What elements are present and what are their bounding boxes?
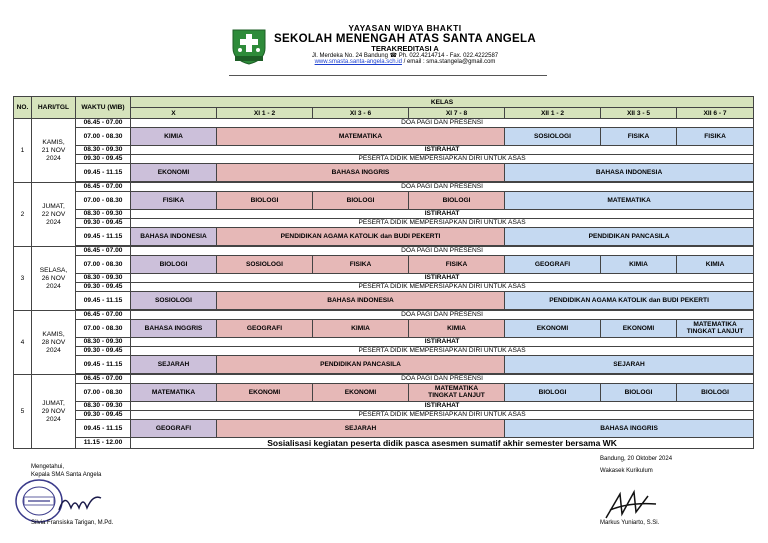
- time-cell: 07.00 - 08.30: [76, 128, 131, 146]
- day-number: 4: [14, 311, 32, 375]
- signature-right: [600, 455, 740, 476]
- day-name: SELASA,: [39, 266, 68, 274]
- subject-cell: PENDIDIKAN PANCASILA: [505, 228, 754, 246]
- sig-left-line1: Mengetahui,: [31, 464, 65, 470]
- subject-cell: KIMIA: [409, 320, 505, 338]
- subject-cell: KIMIA: [131, 128, 217, 146]
- subject-cell: BIOLOGI: [505, 384, 601, 402]
- day-year: 2024: [46, 154, 61, 162]
- subject-cell: EKONOMI: [601, 320, 677, 338]
- email-text: / email : sma.stangela@gmail.com: [403, 59, 496, 66]
- subject-cell: EKONOMI: [217, 384, 313, 402]
- class-header: X: [131, 108, 217, 119]
- table-row: [14, 210, 754, 219]
- subject-cell: SEJARAH: [131, 356, 217, 374]
- table-row: [14, 228, 754, 246]
- time-cell: 06.45 - 07.00: [76, 119, 131, 128]
- subject-cell: KIMIA: [677, 256, 754, 274]
- accreditation: TERAKREDITASI A: [371, 43, 439, 53]
- subject-cell: SEJARAH: [217, 420, 505, 438]
- signature-left-icon: [55, 490, 105, 516]
- subject-cell: KIMIA: [313, 320, 409, 338]
- time-cell: 08.30 - 09.30: [76, 146, 131, 155]
- foundation-name: YAYASAN WIDYA BHAKTI: [348, 23, 462, 33]
- sig-left-name: Silvia Fransiska Tarigan, M.Pd.: [31, 520, 114, 526]
- subject-cell: SEJARAH: [505, 356, 754, 374]
- time-cell: 09.30 - 09.45: [76, 219, 131, 228]
- time-cell: 09.45 - 11.15: [76, 292, 131, 310]
- contact-line: [270, 59, 540, 65]
- header-time: WAKTU (WIB): [76, 97, 131, 119]
- break-cell: ISTIRAHAT: [131, 338, 754, 347]
- time-cell: 08.30 - 09.30: [76, 338, 131, 347]
- table-row: [14, 438, 754, 449]
- subject-line: MATEMATIKA: [434, 384, 479, 392]
- table-row: [14, 283, 754, 292]
- doa-cell: DOA PAGI DAN PRESENSI: [131, 247, 754, 256]
- table-row: [14, 192, 754, 210]
- subject-cell: BIOLOGI: [313, 192, 409, 210]
- subject-cell: BAHASA INDONESIA: [217, 292, 505, 310]
- break-cell: ISTIRAHAT: [131, 402, 754, 411]
- day-date-text: 28 NOV: [41, 338, 66, 346]
- time-cell: 08.30 - 09.30: [76, 402, 131, 411]
- time-cell: 08.30 - 09.30: [76, 210, 131, 219]
- subject-cell: BAHASA INDONESIA: [505, 164, 754, 182]
- day-number: 2: [14, 183, 32, 247]
- table-row: [14, 155, 754, 164]
- day-date-text: 21 NOV: [41, 146, 66, 154]
- time-cell: 09.45 - 11.15: [76, 420, 131, 438]
- subject-cell: BIOLOGI: [601, 384, 677, 402]
- day-date: [32, 183, 76, 247]
- prep-cell: PESERTA DIDIK MEMPERSIAPKAN DIRI UNTUK ASAS: [131, 347, 754, 356]
- class-header: XII 1 - 2: [505, 108, 601, 119]
- table-row: [14, 320, 754, 338]
- subject-cell: EKONOMI: [505, 320, 601, 338]
- day-name: KAMIS,: [42, 138, 65, 146]
- day-year: 2024: [46, 282, 61, 290]
- prep-cell: PESERTA DIDIK MEMPERSIAPKAN DIRI UNTUK ASAS: [131, 219, 754, 228]
- day-number: 3: [14, 247, 32, 311]
- signature-right-icon: [600, 488, 660, 522]
- day-date: [32, 311, 76, 375]
- table-row: [14, 420, 754, 438]
- table-row: [14, 219, 754, 228]
- subject-cell: SOSIOLOGI: [131, 292, 217, 310]
- day-date: [32, 375, 76, 449]
- subject-cell: EKONOMI: [131, 164, 217, 182]
- day-number: 5: [14, 375, 32, 449]
- time-cell: 07.00 - 08.30: [76, 384, 131, 402]
- subject-cell: BIOLOGI: [131, 256, 217, 274]
- doa-cell: DOA PAGI DAN PRESENSI: [131, 311, 754, 320]
- subject-line: TINGKAT LANJUT: [428, 391, 485, 399]
- table-row: [14, 146, 754, 155]
- subject-cell: BIOLOGI: [677, 384, 754, 402]
- table-row: [14, 411, 754, 420]
- break-cell: ISTIRAHAT: [131, 210, 754, 219]
- time-cell: 06.45 - 07.00: [76, 311, 131, 320]
- time-cell: 09.45 - 11.15: [76, 164, 131, 182]
- time-cell: 08.30 - 09.30: [76, 274, 131, 283]
- class-header: XI 7 - 8: [409, 108, 505, 119]
- table-row: [14, 119, 754, 128]
- subject-cell: PENDIDIKAN AGAMA KATOLIK dan BUDI PEKERTI: [217, 228, 505, 246]
- class-header: XI 3 - 6: [313, 108, 409, 119]
- school-name: SEKOLAH MENENGAH ATAS SANTA ANGELA: [274, 32, 536, 45]
- subject-cell: FISIKA: [677, 128, 754, 146]
- day-date: [32, 119, 76, 183]
- day-year: 2024: [46, 346, 61, 354]
- sig-right-title: Wakasek Kurikulum: [600, 468, 653, 475]
- doa-cell: DOA PAGI DAN PRESENSI: [131, 119, 754, 128]
- subject-cell: BAHASA INGGRIS: [131, 320, 217, 338]
- prep-cell: PESERTA DIDIK MEMPERSIAPKAN DIRI UNTUK ASAS: [131, 155, 754, 164]
- day-year: 2024: [46, 415, 61, 423]
- subject-cell: BIOLOGI: [409, 192, 505, 210]
- prep-cell: PESERTA DIDIK MEMPERSIAPKAN DIRI UNTUK ASAS: [131, 283, 754, 292]
- doa-cell: DOA PAGI DAN PRESENSI: [131, 375, 754, 384]
- table-row: [14, 356, 754, 374]
- time-cell: 09.30 - 09.45: [76, 283, 131, 292]
- time-cell: 06.45 - 07.00: [76, 183, 131, 192]
- break-cell: ISTIRAHAT: [131, 274, 754, 283]
- subject-cell: BAHASA INGGRIS: [505, 420, 754, 438]
- time-cell: 07.00 - 08.30: [76, 320, 131, 338]
- table-row: [14, 375, 754, 384]
- subject-cell: BAHASA INGGRIS: [217, 164, 505, 182]
- time-cell: 06.45 - 07.00: [76, 247, 131, 256]
- subject-line: TINGKAT LANJUT: [686, 327, 744, 335]
- letterhead: [0, 18, 768, 80]
- class-header: XI 1 - 2: [217, 108, 313, 119]
- subject-cell: BIOLOGI: [217, 192, 313, 210]
- subject-cell: GEOGRAFI: [217, 320, 313, 338]
- website-link[interactable]: www.smasta.santa-angela.sch.id: [314, 59, 402, 66]
- sig-left-title: Kepala SMA Santa Angela: [31, 472, 102, 479]
- time-cell: 09.30 - 09.45: [76, 411, 131, 420]
- time-cell: 09.30 - 09.45: [76, 155, 131, 164]
- table-row: [14, 402, 754, 411]
- table-row: [14, 256, 754, 274]
- day-name: KAMIS,: [42, 330, 65, 338]
- day-name: JUMAT,: [42, 399, 65, 407]
- prep-cell: PESERTA DIDIK MEMPERSIAPKAN DIRI UNTUK ASAS: [131, 411, 754, 420]
- doa-cell: DOA PAGI DAN PRESENSI: [131, 183, 754, 192]
- time-cell: 09.45 - 11.15: [76, 228, 131, 246]
- final-session-cell: Sosialisasi kegiatan peserta didik pasca asesmen sumatif akhir semester bersama WK: [131, 438, 754, 449]
- table-row: [14, 247, 754, 256]
- day-year: 2024: [46, 218, 61, 226]
- day-number: 1: [14, 119, 32, 183]
- day-name: JUMAT,: [42, 202, 65, 210]
- subject-cell: FISIKA: [409, 256, 505, 274]
- subject-cell: PENDIDIKAN PANCASILA: [217, 356, 505, 374]
- subject-cell: KIMIA: [601, 256, 677, 274]
- subject-cell: EKONOMI: [313, 384, 409, 402]
- day-date-text: 26 NOV: [41, 274, 66, 282]
- table-row: [14, 384, 754, 402]
- subject-line: MATEMATIKA: [693, 320, 737, 328]
- school-logo-icon: [229, 26, 269, 66]
- sig-right-name: Markus Yuniarto, S.Si.: [600, 520, 660, 526]
- table-row: [14, 292, 754, 310]
- subject-cell: PENDIDIKAN AGAMA KATOLIK dan BUDI PEKERTI: [505, 292, 754, 310]
- time-cell: 07.00 - 08.30: [76, 256, 131, 274]
- class-header: XII 6 - 7: [677, 108, 754, 119]
- subject-cell: GEOGRAFI: [505, 256, 601, 274]
- subject-cell: BAHASA INDONESIA: [131, 228, 217, 246]
- header-no: NO.: [14, 97, 32, 119]
- subject-cell: FISIKA: [313, 256, 409, 274]
- subject-cell: [677, 320, 754, 338]
- time-cell: 11.15 - 12.00: [76, 438, 131, 449]
- header-day: HARI/TGL: [32, 97, 76, 119]
- table-row: [14, 338, 754, 347]
- table-row: [14, 274, 754, 283]
- subject-cell: MATEMATIKA: [131, 384, 217, 402]
- subject-cell: SOSIOLOGI: [505, 128, 601, 146]
- exam-schedule-table: [13, 96, 754, 449]
- table-row: [14, 347, 754, 356]
- subject-cell: MATEMATIKA: [217, 128, 505, 146]
- table-row: [14, 183, 754, 192]
- header-kelas: KELAS: [131, 97, 754, 108]
- address: Jl. Merdeka No. 24 Bandung ☎ Ph. 022.4214714 - Fax. 022.4222587: [311, 52, 499, 59]
- header-divider: [229, 75, 547, 76]
- sig-right-date: Bandung, 20 Oktober 2024: [600, 456, 673, 462]
- break-cell: ISTIRAHAT: [131, 146, 754, 155]
- table-row: [14, 164, 754, 182]
- day-date-text: 29 NOV: [41, 407, 66, 415]
- day-date-text: 22 NOV: [41, 210, 66, 218]
- subject-cell: SOSIOLOGI: [217, 256, 313, 274]
- subject-cell: MATEMATIKA: [505, 192, 754, 210]
- time-cell: 09.45 - 11.15: [76, 356, 131, 374]
- subject-cell: GEOGRAFI: [131, 420, 217, 438]
- table-row: [14, 128, 754, 146]
- subject-cell: FISIKA: [131, 192, 217, 210]
- time-cell: 07.00 - 08.30: [76, 192, 131, 210]
- subject-cell: [409, 384, 505, 402]
- class-header: XII 3 - 5: [601, 108, 677, 119]
- time-cell: 09.30 - 09.45: [76, 347, 131, 356]
- subject-cell: FISIKA: [601, 128, 677, 146]
- table-row: [14, 311, 754, 320]
- day-date: [32, 247, 76, 311]
- time-cell: 06.45 - 07.00: [76, 375, 131, 384]
